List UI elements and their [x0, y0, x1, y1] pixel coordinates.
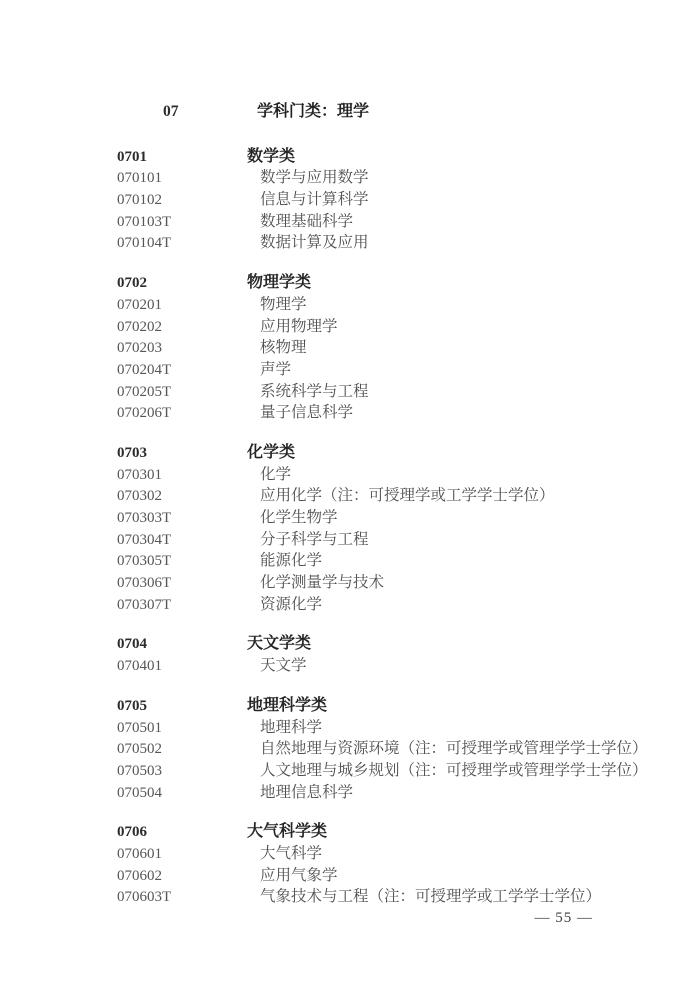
- major-row-name: 化学生物学: [260, 509, 338, 526]
- section-heading-name: 地理科学类: [247, 696, 328, 714]
- major-row: [117, 760, 648, 782]
- major-row-code: 070603T: [117, 889, 172, 906]
- major-row-code: 070206T: [117, 405, 172, 422]
- major-row-code: 070305T: [117, 553, 172, 570]
- catalog-content: [117, 101, 648, 908]
- section-heading-code: 0702: [117, 275, 147, 292]
- major-row: [117, 843, 617, 865]
- major-row-code: 070501: [117, 719, 162, 736]
- major-row-code: 070203: [117, 340, 162, 357]
- major-row-code: 070401: [117, 658, 162, 675]
- major-row-name: 量子信息科学: [260, 404, 354, 422]
- major-row-code: 070102: [117, 192, 162, 209]
- major-row: [117, 782, 617, 804]
- major-row: [117, 211, 617, 233]
- major-row-code: 070502: [117, 741, 162, 758]
- major-row-code: 070302: [117, 488, 162, 505]
- major-row: [117, 655, 617, 677]
- page-number: — 55 —: [534, 910, 593, 926]
- major-row: [117, 189, 617, 211]
- major-row-name: 物理学: [260, 295, 307, 313]
- sections-container: [117, 146, 648, 908]
- major-row-code: 070303T: [117, 510, 172, 526]
- discipline-section: [117, 695, 648, 803]
- major-row-name: 应用气象学: [260, 866, 338, 884]
- major-row: [117, 738, 648, 760]
- major-row-name: 核物理: [260, 339, 307, 357]
- major-row-name: 数据计算及应用: [260, 234, 369, 252]
- major-row-name: 天文学: [260, 657, 307, 675]
- section-heading: [117, 695, 617, 717]
- major-row: [117, 886, 617, 908]
- major-row-code: 070301: [117, 466, 162, 483]
- section-heading: [117, 633, 617, 655]
- major-row: [117, 865, 617, 887]
- major-row-name: 地理信息科学: [260, 783, 354, 801]
- section-heading-name: 天文学类: [247, 635, 312, 653]
- major-row-code: 070307T: [117, 596, 172, 613]
- major-row-name: 人文地理与城乡规划（注：可授理学或管理学学士学位）: [260, 761, 648, 779]
- major-row-code: 070204T: [117, 361, 172, 378]
- major-row-code: 070104T: [117, 235, 172, 252]
- major-row: [117, 464, 617, 486]
- section-heading-name: 数学类: [247, 147, 296, 165]
- discipline-section: [117, 272, 617, 424]
- section-heading-code: 0701: [117, 148, 147, 165]
- section-heading: [117, 272, 617, 294]
- category-header-row: [117, 101, 617, 123]
- section-heading-code: 0704: [117, 636, 147, 653]
- major-row: [117, 337, 617, 359]
- section-heading-code: 0703: [117, 444, 147, 461]
- discipline-section: [117, 821, 617, 908]
- major-row-code: 070504: [117, 784, 162, 801]
- major-row: [117, 594, 617, 616]
- major-row-name: 化学: [260, 465, 292, 483]
- major-row: [117, 550, 617, 572]
- discipline-section: [117, 146, 617, 254]
- major-row-code: 070601: [117, 845, 162, 862]
- major-row: [117, 167, 617, 189]
- major-row-code: 070602: [117, 867, 162, 884]
- major-row-name: 能源化学: [260, 552, 323, 570]
- section-heading: [117, 821, 617, 843]
- major-row-name: 气象技术与工程（注：可授理学或工学学士学位）: [260, 888, 602, 906]
- major-row-code: 070201: [117, 296, 162, 313]
- discipline-section: [117, 442, 617, 616]
- major-row-name: 应用化学（注：可授理学或工学学士学位）: [260, 487, 555, 505]
- major-row-code: 070503: [117, 762, 162, 779]
- major-row-code: 070205T: [117, 383, 172, 400]
- major-row-code: 070101: [117, 170, 162, 187]
- major-row: [117, 402, 617, 424]
- major-row: [117, 316, 617, 338]
- major-row-name: 地理科学: [260, 718, 323, 736]
- major-row-name: 资源化学: [260, 595, 323, 613]
- major-row: [117, 381, 617, 403]
- section-heading-name: 化学类: [247, 443, 296, 461]
- major-row: [117, 294, 617, 316]
- major-row-name: 自然地理与资源环境（注：可授理学或管理学学士学位）: [260, 740, 648, 758]
- page-title: 学科门类：理学: [257, 103, 370, 120]
- major-row-name: 应用物理学: [260, 317, 338, 335]
- major-row-name: 信息与计算科学: [260, 191, 369, 209]
- major-row-name: 系统科学与工程: [260, 382, 369, 400]
- discipline-section: [117, 633, 617, 676]
- major-row: [117, 485, 617, 507]
- major-row-name: 声学: [260, 360, 292, 378]
- major-row: [117, 572, 617, 594]
- major-row: [117, 507, 617, 529]
- major-row-name: 数学与应用数学: [260, 169, 369, 187]
- section-heading: [117, 442, 617, 464]
- major-row-name: 化学测量学与技术: [260, 574, 385, 592]
- section-heading: [117, 146, 617, 168]
- major-row-code: 070304T: [117, 531, 172, 548]
- major-row: [117, 232, 617, 254]
- major-row-name: 数理基础科学: [260, 212, 354, 230]
- major-row-name: 分子科学与工程: [260, 530, 369, 548]
- section-heading-code: 0706: [117, 824, 147, 841]
- section-heading-name: 物理学类: [247, 274, 312, 292]
- section-heading-code: 0705: [117, 697, 147, 714]
- major-row: [117, 359, 617, 381]
- major-row-code: 070103T: [117, 213, 172, 230]
- section-heading-name: 大气科学类: [247, 823, 328, 841]
- major-row: [117, 717, 617, 739]
- major-row-code: 070306T: [117, 575, 172, 592]
- major-row: [117, 529, 617, 551]
- major-row-code: 070202: [117, 318, 162, 335]
- major-row-name: 大气科学: [260, 844, 323, 862]
- category-code: 07: [163, 103, 179, 120]
